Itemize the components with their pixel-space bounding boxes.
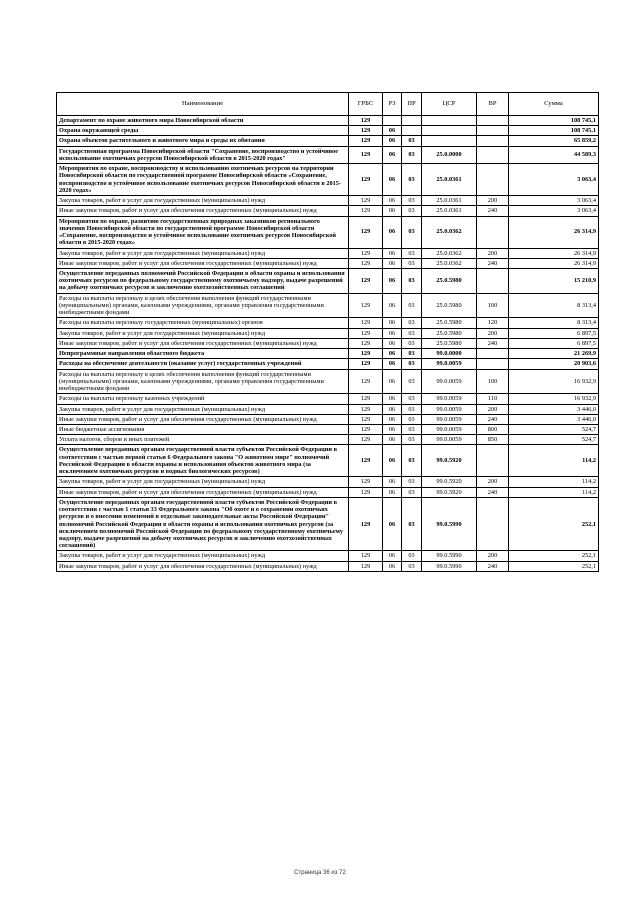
cell-name: Закупка товаров, работ и услуг для государственных (муниципальных) нужд — [57, 477, 349, 487]
cell-vr — [477, 359, 509, 369]
table-row — [57, 164, 599, 196]
cell-pr: 03 — [402, 206, 422, 216]
table-row — [57, 404, 599, 414]
cell-name: Закупка товаров, работ и услуг для государственных (муниципальных) нужд — [57, 248, 349, 258]
cell-rz: 06 — [383, 248, 402, 258]
cell-csr: 99.0.0059 — [422, 369, 477, 394]
cell-name: Иные закупки товаров, работ и услуг для обеспечения государственных (муниципальных) нужд — [57, 487, 349, 497]
cell-sum: 252,1 — [509, 561, 599, 571]
header-csr: ЦСР — [422, 93, 477, 116]
cell-grbs: 129 — [349, 404, 383, 414]
cell-vr: 240 — [477, 561, 509, 571]
table-row — [57, 248, 599, 258]
cell-pr — [402, 126, 422, 136]
cell-grbs: 129 — [349, 164, 383, 196]
cell-pr: 03 — [402, 248, 422, 258]
cell-rz: 06 — [383, 497, 402, 551]
cell-csr: 25.0.5980 — [422, 338, 477, 348]
table-row — [57, 338, 599, 348]
cell-grbs: 129 — [349, 248, 383, 258]
cell-csr: 25.0.0362 — [422, 216, 477, 248]
header-rz: РЗ — [383, 93, 402, 116]
cell-name: Иные закупки товаров, работ и услуг для обеспечения государственных (муниципальных) нужд — [57, 561, 349, 571]
cell-name: Закупка товаров, работ и услуг для государственных (муниципальных) нужд — [57, 196, 349, 206]
cell-pr: 03 — [402, 318, 422, 328]
cell-grbs: 129 — [349, 394, 383, 404]
cell-vr: 240 — [477, 206, 509, 216]
cell-rz: 06 — [383, 164, 402, 196]
cell-csr: 25.0.0361 — [422, 196, 477, 206]
table-row — [57, 258, 599, 268]
cell-grbs: 129 — [349, 338, 383, 348]
table-row — [57, 551, 599, 561]
cell-pr: 03 — [402, 497, 422, 551]
cell-csr: 99.0.5990 — [422, 497, 477, 551]
cell-grbs: 129 — [349, 318, 383, 328]
cell-grbs: 129 — [349, 136, 383, 146]
cell-csr: 99.0.5990 — [422, 551, 477, 561]
cell-rz: 06 — [383, 394, 402, 404]
table-row — [57, 394, 599, 404]
cell-rz: 06 — [383, 414, 402, 424]
cell-pr: 03 — [402, 258, 422, 268]
page-number: Страница 36 из 72 — [294, 870, 346, 876]
cell-name: Иные закупки товаров, работ и услуг для обеспечения государственных (муниципальных) нужд — [57, 414, 349, 424]
cell-rz: 06 — [383, 435, 402, 445]
cell-grbs: 129 — [349, 445, 383, 477]
header-name: Наименование — [57, 93, 349, 116]
table-row — [57, 477, 599, 487]
cell-name: Непрограммные направления областного бюджета — [57, 349, 349, 359]
cell-grbs: 129 — [349, 477, 383, 487]
cell-name: Иные закупки товаров, работ и услуг для обеспечения государственных (муниципальных) нужд — [57, 338, 349, 348]
cell-csr: 99.0.0059 — [422, 435, 477, 445]
cell-csr: 25.0.0000 — [422, 146, 477, 163]
cell-vr: 200 — [477, 404, 509, 414]
cell-vr: 200 — [477, 477, 509, 487]
cell-name: Расходы на выплаты персоналу в целях обеспечения выполнения функций государственными (муниципальными) органами, казенными учреждениями, органами управления государственными внебюджетными фондами — [57, 369, 349, 394]
cell-vr — [477, 126, 509, 136]
cell-rz: 06 — [383, 268, 402, 293]
cell-vr: 240 — [477, 338, 509, 348]
cell-pr: 03 — [402, 349, 422, 359]
cell-rz: 06 — [383, 369, 402, 394]
cell-name: Расходы на обеспечение деятельности (оказание услуг) государственных учреждений — [57, 359, 349, 369]
cell-grbs: 129 — [349, 487, 383, 497]
table-row — [57, 196, 599, 206]
cell-csr: 25.0.0361 — [422, 206, 477, 216]
cell-name: Мероприятия по охране, воспроизводству и использованию охотничьих ресурсов на территории Новосибирской области по государственной программе Новосибирской области «Сохранение, воспроизводство и устойчивое использование охотничьих ресурсов Новосибирской области в 2015-2020 годах» — [57, 164, 349, 196]
cell-sum: 8 313,4 — [509, 293, 599, 318]
cell-csr — [422, 116, 477, 126]
cell-vr — [477, 136, 509, 146]
cell-rz: 06 — [383, 126, 402, 136]
table-row — [57, 216, 599, 248]
cell-sum: 114,2 — [509, 445, 599, 477]
cell-name: Государственная программа Новосибирской области "Сохранение, воспроизводство и устойчивое использование охотничьих ресурсов Новосибирской области в 2015-2020 годах" — [57, 146, 349, 163]
cell-rz: 06 — [383, 424, 402, 434]
cell-name: Иные бюджетные ассигнования — [57, 424, 349, 434]
cell-grbs: 129 — [349, 435, 383, 445]
cell-csr: 99.0.0059 — [422, 394, 477, 404]
cell-rz: 06 — [383, 561, 402, 571]
cell-pr: 03 — [402, 293, 422, 318]
cell-csr: 25.0.5980 — [422, 268, 477, 293]
cell-name: Закупка товаров, работ и услуг для государственных (муниципальных) нужд — [57, 551, 349, 561]
cell-pr: 03 — [402, 196, 422, 206]
cell-csr: 99.0.5920 — [422, 445, 477, 477]
cell-name: Расходы на выплаты персоналу в целях обеспечения выполнения функций государственными (муниципальными) органами, казенными учреждениями, органами управления государственными внебюджетными фондами — [57, 293, 349, 318]
header-sum: Сумма — [509, 93, 599, 116]
cell-sum: 3 446,0 — [509, 404, 599, 414]
cell-pr: 03 — [402, 424, 422, 434]
table-row — [57, 349, 599, 359]
table-row — [57, 435, 599, 445]
table-row — [57, 268, 599, 293]
cell-csr: 25.0.0361 — [422, 164, 477, 196]
cell-csr — [422, 136, 477, 146]
cell-grbs: 129 — [349, 216, 383, 248]
cell-sum: 6 897,5 — [509, 338, 599, 348]
cell-name: Мероприятия по охране, развитию государственных природных заказников регионального значения Новосибирской области по государственной программе Новосибирской области «Сохранение, воспроизводство и устойчивое использование охотничьих ресурсов Новосибирской области в 2015-2020 годах» — [57, 216, 349, 248]
cell-sum: 108 745,1 — [509, 126, 599, 136]
budget-table — [56, 92, 599, 572]
cell-vr — [477, 146, 509, 163]
cell-grbs: 129 — [349, 561, 383, 571]
cell-name: Закупка товаров, работ и услуг для государственных (муниципальных) нужд — [57, 404, 349, 414]
cell-name: Осуществление переданных органам государственной власти субъектов Российской Федерации в соответствии с частью 1 статьи 33 Федерального закона "Об охоте и о сохранении охотничьих ресурсов и о внесении изменений в отдельные законодательные акты Российской Федерации" полномочий Российской Федерации в области охраны и использования охотничьих ресурсов (за исключением полномочий Российской Федерации по федеральному государственному охотничьему надзору, выдаче разрешений на добычу охотничьих ресурсов и заключению охотхозяйственных соглашений) — [57, 497, 349, 551]
cell-pr: 03 — [402, 404, 422, 414]
cell-vr — [477, 497, 509, 551]
cell-vr: 240 — [477, 487, 509, 497]
table-row — [57, 497, 599, 551]
cell-vr: 240 — [477, 414, 509, 424]
table-row — [57, 318, 599, 328]
cell-rz: 06 — [383, 349, 402, 359]
cell-rz: 06 — [383, 206, 402, 216]
cell-pr: 03 — [402, 435, 422, 445]
cell-pr: 03 — [402, 268, 422, 293]
cell-sum: 3 063,4 — [509, 164, 599, 196]
table-row — [57, 146, 599, 163]
cell-csr: 99.0.0000 — [422, 349, 477, 359]
cell-grbs: 129 — [349, 328, 383, 338]
cell-rz: 06 — [383, 293, 402, 318]
cell-sum: 20 903,6 — [509, 359, 599, 369]
table-row — [57, 561, 599, 571]
table-row — [57, 293, 599, 318]
cell-name: Охрана объектов растительного и животного мира и среды их обитания — [57, 136, 349, 146]
cell-grbs: 129 — [349, 424, 383, 434]
cell-grbs: 129 — [349, 146, 383, 163]
cell-sum: 6 897,5 — [509, 328, 599, 338]
cell-sum: 108 745,1 — [509, 116, 599, 126]
cell-csr: 99.0.5990 — [422, 561, 477, 571]
cell-rz: 06 — [383, 487, 402, 497]
cell-csr: 99.0.0059 — [422, 404, 477, 414]
cell-pr: 03 — [402, 216, 422, 248]
cell-name: Осуществление переданных органам государственной власти субъектов Российской Федерации в соответствии с частью первой статьи 6 Федерального закона "О животном мире" полномочий Российской Федерации в области охраны и использования объектов животного мира (за исключением охотничьих ресурсов и водных биологических ресурсов) — [57, 445, 349, 477]
cell-sum: 44 589,3 — [509, 146, 599, 163]
cell-rz: 06 — [383, 359, 402, 369]
cell-pr: 03 — [402, 394, 422, 404]
cell-sum: 3 063,4 — [509, 196, 599, 206]
cell-sum: 8 313,4 — [509, 318, 599, 328]
cell-grbs: 129 — [349, 369, 383, 394]
cell-sum: 252,1 — [509, 551, 599, 561]
cell-csr: 99.0.0059 — [422, 424, 477, 434]
table-body — [57, 116, 599, 572]
table-row — [57, 116, 599, 126]
cell-pr: 03 — [402, 414, 422, 424]
header-vr: ВР — [477, 93, 509, 116]
cell-name: Расходы на выплаты персоналу государственных (муниципальных) органов — [57, 318, 349, 328]
cell-csr: 25.0.5980 — [422, 328, 477, 338]
cell-name: Охрана окружающей среды — [57, 126, 349, 136]
cell-csr — [422, 126, 477, 136]
cell-rz: 06 — [383, 328, 402, 338]
cell-vr: 800 — [477, 424, 509, 434]
cell-csr: 25.0.5980 — [422, 293, 477, 318]
cell-pr: 03 — [402, 487, 422, 497]
table-row — [57, 414, 599, 424]
cell-grbs: 129 — [349, 258, 383, 268]
cell-name: Закупка товаров, работ и услуг для государственных (муниципальных) нужд — [57, 328, 349, 338]
cell-rz: 06 — [383, 258, 402, 268]
cell-vr — [477, 445, 509, 477]
cell-grbs: 129 — [349, 116, 383, 126]
cell-name: Уплата налогов, сборов и иных платежей — [57, 435, 349, 445]
header-grbs: ГРБС — [349, 93, 383, 116]
cell-vr: 100 — [477, 369, 509, 394]
table-row — [57, 359, 599, 369]
cell-pr: 03 — [402, 359, 422, 369]
cell-pr: 03 — [402, 136, 422, 146]
cell-vr — [477, 268, 509, 293]
cell-pr — [402, 116, 422, 126]
cell-pr: 03 — [402, 338, 422, 348]
cell-csr: 25.0.5980 — [422, 318, 477, 328]
cell-grbs: 129 — [349, 551, 383, 561]
cell-grbs: 129 — [349, 126, 383, 136]
cell-sum: 3 063,4 — [509, 206, 599, 216]
cell-rz: 06 — [383, 445, 402, 477]
cell-name: Иные закупки товаров, работ и услуг для обеспечения государственных (муниципальных) нужд — [57, 206, 349, 216]
cell-sum: 26 314,9 — [509, 216, 599, 248]
cell-vr: 200 — [477, 196, 509, 206]
table-header-row — [57, 93, 599, 116]
cell-rz: 06 — [383, 338, 402, 348]
table-row — [57, 328, 599, 338]
cell-grbs: 129 — [349, 414, 383, 424]
cell-pr: 03 — [402, 445, 422, 477]
cell-vr: 200 — [477, 551, 509, 561]
cell-pr: 03 — [402, 369, 422, 394]
cell-sum: 3 446,0 — [509, 414, 599, 424]
cell-vr — [477, 216, 509, 248]
cell-rz: 06 — [383, 551, 402, 561]
cell-csr: 99.0.0059 — [422, 414, 477, 424]
cell-grbs: 129 — [349, 349, 383, 359]
cell-pr: 03 — [402, 146, 422, 163]
cell-rz: 06 — [383, 146, 402, 163]
cell-grbs: 129 — [349, 206, 383, 216]
cell-sum: 524,7 — [509, 424, 599, 434]
table-row — [57, 487, 599, 497]
cell-vr: 100 — [477, 293, 509, 318]
cell-vr: 110 — [477, 394, 509, 404]
cell-sum: 26 314,9 — [509, 258, 599, 268]
cell-rz: 06 — [383, 477, 402, 487]
cell-rz: 06 — [383, 318, 402, 328]
cell-sum: 21 269,9 — [509, 349, 599, 359]
cell-name: Осуществление переданных полномочий Российской Федерации в области охраны и использования охотничьих ресурсов по федеральному государственному охотничьему надзору, выдаче разрешений на добычу охотничьих ресурсов и заключению охотхозяйственных соглашений — [57, 268, 349, 293]
table-row — [57, 206, 599, 216]
cell-vr: 200 — [477, 328, 509, 338]
cell-vr — [477, 116, 509, 126]
cell-vr: 240 — [477, 258, 509, 268]
table-row — [57, 136, 599, 146]
cell-pr: 03 — [402, 477, 422, 487]
cell-vr: 120 — [477, 318, 509, 328]
cell-sum: 65 859,2 — [509, 136, 599, 146]
table-row — [57, 369, 599, 394]
cell-sum: 16 932,9 — [509, 394, 599, 404]
cell-rz: 06 — [383, 404, 402, 414]
cell-name: Иные закупки товаров, работ и услуг для обеспечения государственных (муниципальных) нужд — [57, 258, 349, 268]
cell-csr: 99.0.5920 — [422, 487, 477, 497]
cell-rz: 06 — [383, 196, 402, 206]
cell-grbs: 129 — [349, 293, 383, 318]
table-row — [57, 445, 599, 477]
cell-pr: 03 — [402, 561, 422, 571]
cell-sum: 114,2 — [509, 477, 599, 487]
cell-vr: 850 — [477, 435, 509, 445]
header-pr: ПР — [402, 93, 422, 116]
cell-rz — [383, 116, 402, 126]
cell-name: Департамент по охране животного мира Новосибирской области — [57, 116, 349, 126]
cell-vr — [477, 349, 509, 359]
cell-name: Расходы на выплаты персоналу казенных учреждений — [57, 394, 349, 404]
cell-sum: 114,2 — [509, 487, 599, 497]
cell-grbs: 129 — [349, 268, 383, 293]
cell-grbs: 129 — [349, 497, 383, 551]
cell-rz: 06 — [383, 136, 402, 146]
cell-sum: 252,1 — [509, 497, 599, 551]
table-row — [57, 424, 599, 434]
cell-grbs: 129 — [349, 196, 383, 206]
cell-rz: 06 — [383, 216, 402, 248]
cell-pr: 03 — [402, 164, 422, 196]
cell-grbs: 129 — [349, 359, 383, 369]
cell-csr: 99.0.5920 — [422, 477, 477, 487]
cell-sum: 524,7 — [509, 435, 599, 445]
cell-sum: 16 932,9 — [509, 369, 599, 394]
cell-pr: 03 — [402, 328, 422, 338]
cell-csr: 25.0.0362 — [422, 258, 477, 268]
cell-sum: 26 314,9 — [509, 248, 599, 258]
table-row — [57, 126, 599, 136]
cell-csr: 25.0.0362 — [422, 248, 477, 258]
cell-sum: 15 210,9 — [509, 268, 599, 293]
cell-csr: 99.0.0059 — [422, 359, 477, 369]
cell-pr: 03 — [402, 551, 422, 561]
cell-vr — [477, 164, 509, 196]
cell-vr: 200 — [477, 248, 509, 258]
